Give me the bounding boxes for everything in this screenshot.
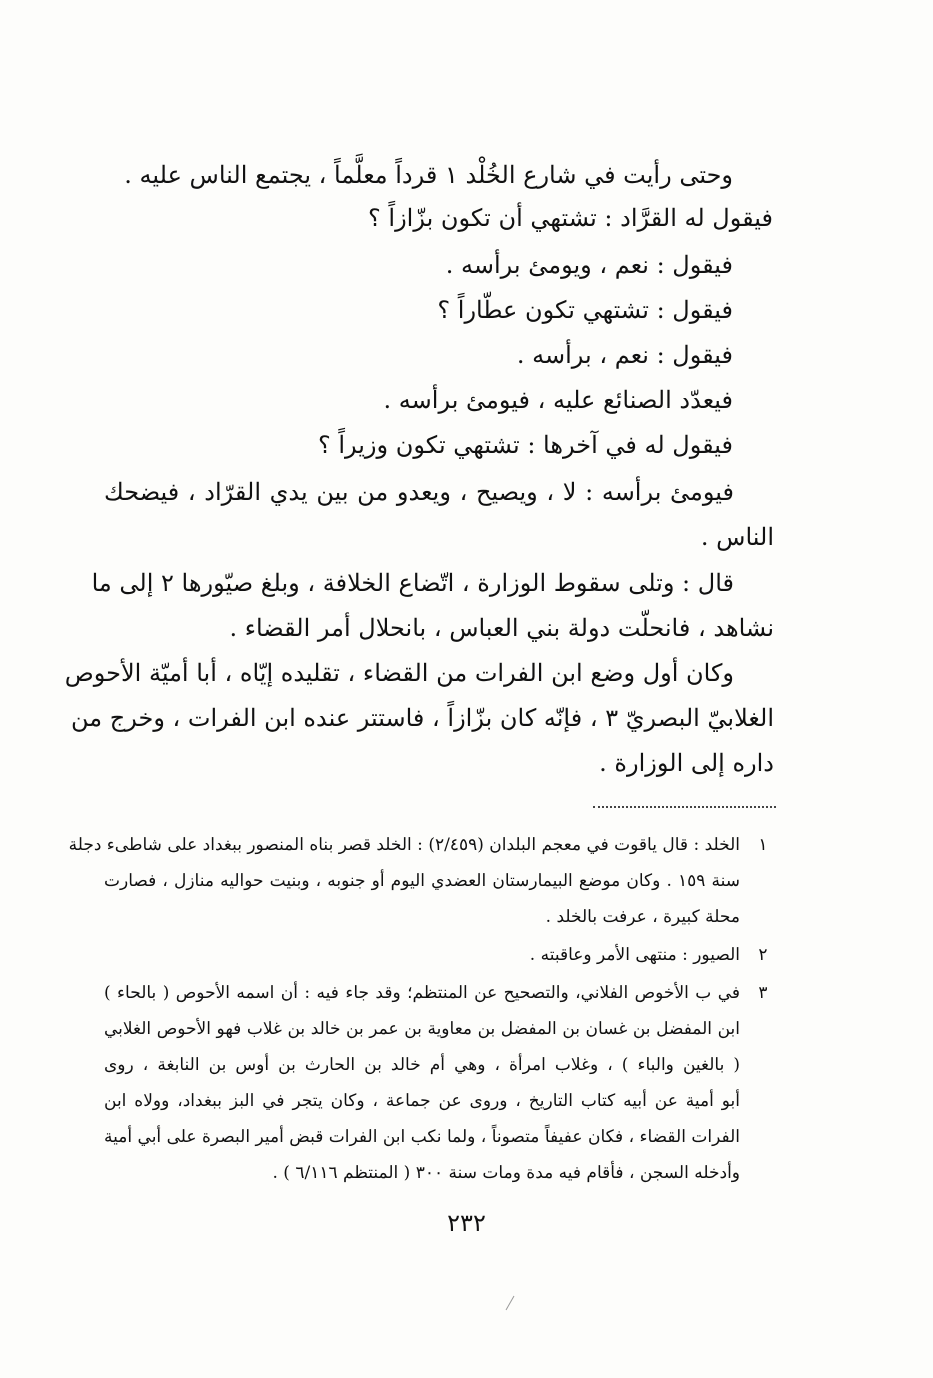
body-line-1: وحتى رأيت في شارع الخُلْد ١ قرداً معلَّماً ، يجتمع الناس عليه . (124, 161, 733, 189)
footnote-line: ابن المفضل بن غسان بن المفضل بن معاوية بن عمر بن خالد بن غلاب فهو الأحوص الغلابي (104, 1019, 740, 1039)
footnote-line: في ب الأخوص الفلاني، والتصحيح عن المنتظم؛ وقد جاء فيه : أن اسمه الأحوص ( بالحاء ) (104, 983, 740, 1003)
footnote-number: ٢ (758, 945, 768, 965)
body-line-6: فيعدّد الصنائع عليه ، فيومئ برأسه . (383, 386, 733, 414)
footnote-line: سنة ١٥٩ . وكان موضع البيمارستان العضدي اليوم أو جنوبه ، وبنيت حواليه منازل ، فصارت (104, 871, 740, 891)
footnote-line: محلة كبيرة ، عرفت بالخلد . (545, 907, 740, 927)
body-line-5: فيقول : نعم ، برأسه . (516, 341, 733, 369)
body-line-7: فيقول له في آخرها : تشتهي تكون وزيراً ؟ (317, 431, 733, 459)
body-line-9: الناس . (700, 523, 774, 551)
body-line-3: فيقول : نعم ، ويومئ برأسه . (445, 251, 733, 279)
footnote-line: الصيور : منتهى الأمر وعاقبته . (529, 945, 740, 965)
body-line-4: فيقول : تشتهي تكون عطّاراً ؟ (437, 296, 733, 324)
body-line-12: وكان أول وضع ابن الفرات من القضاء ، تقليده إيّاه ، أبا أميّة الأحوص (64, 659, 734, 687)
body-line-13: الغلابيّ البصريّ ٣ ، فإنّه كان بزّازاً ، فاستتر عنده ابن الفرات ، وخرج من (71, 704, 774, 732)
body-line-8: فيومئ برأسه : لا ، ويصيح ، ويعدو من بين يدي القرّاد ، فيضحك (104, 478, 734, 506)
body-line-2: فيقول له القرَّاد : تشتهي أن تكون بزّازاً ؟ (368, 204, 773, 232)
footnote-line: ( بالغين والباء ) ، وغلاب امرأة ، وهي أم خالد بن الحارث بن أوس بن النابغة ، روى (104, 1055, 740, 1075)
footnote-number: ٣ (758, 983, 768, 1003)
footnote-line: الفرات القضاء ، فكان عفيفاً متصوناً ، ولما نكب ابن الفرات قبض أمير البصرة على أبي أمية (104, 1127, 740, 1147)
body-line-11: نشاهد ، فانحلّت دولة بني العباس ، بانحلال أمر القضاء . (229, 614, 774, 642)
footnote-separator (593, 806, 776, 808)
body-line-10: قال : وتلى سقوط الوزارة ، اتّضاع الخلافة ، وبلغ صيّورها ٢ إلى ما (91, 569, 734, 597)
footnote-line: الخلد : قال ياقوت في معجم البلدان (٢/٤٥٩) : الخلد قصر بناه المنصور ببغداد على شاطىء دجلة (68, 835, 740, 855)
footnote-number: ١ (758, 835, 768, 855)
footnote-line: أبو أمية عن أبيه كتاب التاريخ ، وروى عن جماعة ، وكان يتجر في البز ببغداد، وولاه ابن (104, 1091, 740, 1111)
footnote-line: وأدخله السجن ، فأقام فيه مدة ومات سنة ٣٠٠ ( المنتظم ٦/١١٦ ) . (272, 1163, 740, 1183)
body-line-14: داره إلى الوزارة . (599, 749, 774, 777)
page-number: ٢٣٢ (447, 1209, 486, 1237)
scratch-mark (500, 1292, 520, 1312)
